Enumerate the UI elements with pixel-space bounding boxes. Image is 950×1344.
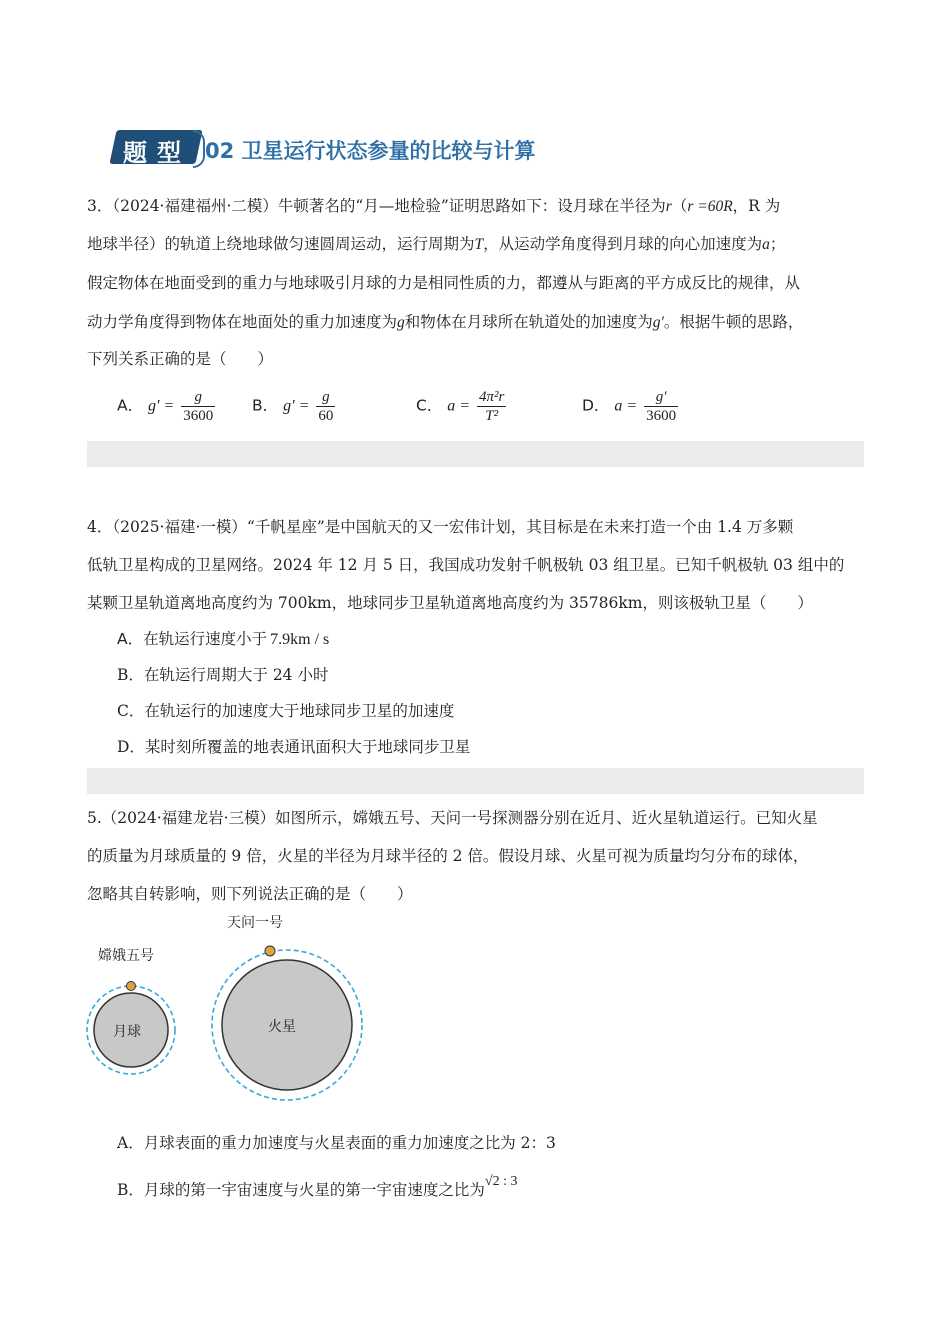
q4-option-c[interactable]: C．在轨运行的加速度大于地球同步卫星的加速度 bbox=[117, 702, 455, 720]
q3-line-1 bbox=[87, 196, 780, 217]
header-badge-text: 题型 bbox=[123, 138, 191, 167]
q3-var-r: r bbox=[665, 198, 672, 215]
q3-var-a: a bbox=[762, 236, 770, 253]
q5-option-a[interactable]: A．月球表面的重力加速度与火星表面的重力加速度之比为 2：3 bbox=[117, 1134, 556, 1152]
q3-text: ； bbox=[769, 235, 786, 253]
option-label: B． bbox=[252, 396, 279, 415]
answer-space-bar bbox=[87, 768, 864, 794]
q3-line-3: 假定物体在地面受到的重力与地球吸引月球的力是相同性质的力，都遵从与距离的平方成反比的规律，从 bbox=[87, 274, 801, 292]
q3-text: 地球半径）的轨道上绕地球做匀速圆周运动，运行周期为 bbox=[87, 235, 475, 253]
q3-text-b: ，R 为 bbox=[732, 197, 781, 215]
moon-label: 月球 bbox=[113, 1024, 141, 1040]
option-lhs: g′ = bbox=[283, 397, 310, 415]
q4-option-b[interactable]: B．在轨运行周期大于 24 小时 bbox=[117, 666, 329, 684]
q4-option-d[interactable]: D．某时刻所覆盖的地表通讯面积大于地球同步卫星 bbox=[117, 738, 471, 756]
numerator: g bbox=[181, 388, 215, 407]
q3-option-a[interactable] bbox=[117, 388, 217, 425]
q3-line-4 bbox=[87, 312, 803, 333]
option-label: A． bbox=[117, 630, 144, 648]
option-lhs: g′ = bbox=[148, 397, 175, 415]
option-text: B．月球的第一宇宙速度与火星的第一宇宙速度之比为 bbox=[117, 1181, 485, 1199]
option-text: 在轨运行速度小于 bbox=[143, 630, 268, 648]
q3-paren: （ bbox=[671, 197, 688, 215]
moon-probe-label: 嫦娥五号 bbox=[98, 948, 154, 964]
q3-option-d[interactable] bbox=[582, 388, 680, 425]
fraction bbox=[644, 388, 678, 425]
option-lhs: a = bbox=[614, 397, 638, 415]
mars-label: 火星 bbox=[268, 1019, 296, 1035]
q4-line-3: 某颗卫星轨道离地高度约为 700km，地球同步卫星轨道离地高度约为 35786km，则该极轨卫星（ ） bbox=[87, 594, 813, 612]
q3-var-gprime: g′ bbox=[652, 314, 664, 331]
q3-var-g: g bbox=[397, 314, 405, 331]
moon-probe-icon bbox=[127, 982, 136, 991]
q5-line-2: 的质量为月球质量的 9 倍，火星的半径为月球半径的 2 倍。假设月球、火星可视为质量均匀分布的球体， bbox=[87, 847, 809, 865]
q3-text: 和物体在月球所在轨道处的加速度为 bbox=[404, 313, 653, 331]
q3-line-5: 下列关系正确的是（ ） bbox=[87, 350, 274, 368]
q3-text: 。根据牛顿的思路， bbox=[663, 313, 804, 331]
option-label: D． bbox=[582, 396, 610, 415]
numerator: g′ bbox=[644, 388, 678, 407]
numerator: g bbox=[316, 388, 335, 407]
denominator: 3600 bbox=[646, 408, 677, 424]
q3-option-b[interactable] bbox=[252, 388, 337, 425]
q5-option-b[interactable] bbox=[117, 1174, 518, 1202]
denominator: T² bbox=[485, 408, 499, 424]
option-math: √2 : 3 bbox=[484, 1174, 518, 1189]
q4-option-a[interactable] bbox=[117, 629, 329, 650]
option-lhs: a = bbox=[447, 397, 471, 415]
denominator: 60 bbox=[318, 408, 334, 424]
answer-space-bar bbox=[87, 441, 864, 467]
header-badge-accent bbox=[193, 130, 205, 168]
q4-line-2: 低轨卫星构成的卫星网络。2024 年 12 月 5 日，我国成功发射千帆极轨 03 组卫星。已知千帆极轨 03 组中的 bbox=[87, 556, 845, 574]
option-label: C． bbox=[416, 396, 443, 415]
q5-line-3: 忽略其自转影响，则下列说法正确的是（ ） bbox=[87, 885, 413, 903]
q3-text: 3．（2024·福建福州·二模）牛顿著名的“月—地检验”证明思路如下：设月球在半径为 bbox=[87, 197, 666, 215]
q3-line-2 bbox=[87, 234, 785, 255]
q3-option-c[interactable] bbox=[416, 388, 508, 425]
fraction bbox=[316, 388, 335, 425]
fraction bbox=[477, 388, 506, 425]
header-title: 02 卫星运行状态参量的比较与计算 bbox=[205, 139, 536, 163]
section-header bbox=[113, 128, 573, 168]
q5-line-1: 5.（2024·福建龙岩·三模）如图所示，嫦娥五号、天问一号探测器分别在近月、近火星轨道运行。已知火星 bbox=[87, 809, 818, 827]
orbit-figure bbox=[80, 905, 380, 1105]
mars-probe-icon bbox=[265, 946, 275, 956]
fraction bbox=[181, 388, 215, 425]
mars-probe-label: 天问一号 bbox=[227, 915, 283, 931]
q3-eq: r =60R bbox=[687, 198, 733, 215]
q3-text: 动力学角度得到物体在地面处的重力加速度为 bbox=[87, 313, 398, 331]
q3-var-T: T bbox=[474, 236, 484, 253]
denominator: 3600 bbox=[183, 408, 214, 424]
q4-line-1: 4．（2025·福建·一模）“千帆星座”是中国航天的又一宏伟计划，其目标是在未来打造一个由 1.4 万多颗 bbox=[87, 518, 794, 536]
option-label: A． bbox=[117, 396, 144, 415]
option-math: 7.9km / s bbox=[270, 631, 330, 648]
q3-text: ，从运动学角度得到月球的向心加速度为 bbox=[483, 235, 763, 253]
numerator: 4π²r bbox=[479, 389, 505, 405]
